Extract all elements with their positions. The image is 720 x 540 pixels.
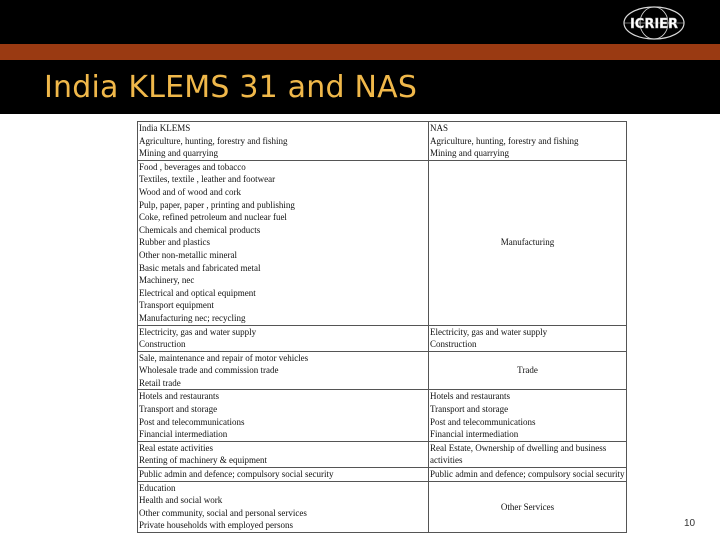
cell-line: Education: [139, 482, 176, 493]
cell-line: Pulp, paper, paper , printing and publishing: [139, 199, 295, 210]
nas-cell: [429, 468, 627, 482]
cell-line: Public admin and defence; compulsory social security: [139, 469, 334, 480]
cell-line: Retail trade: [139, 377, 181, 388]
cell-line: Manufacturing nec; recycling: [139, 312, 246, 323]
nas-cell: [429, 481, 627, 532]
klems-cell: [138, 122, 429, 161]
cell-line: Electrical and optical equipment: [139, 287, 256, 298]
cell-line: Post and telecommunications: [139, 416, 245, 427]
cell-line: Mining and quarrying: [139, 148, 218, 159]
cell-line: Construction: [430, 339, 477, 350]
cell-line: Other non-metallic mineral: [139, 249, 237, 260]
cell-line: Transport and storage: [139, 404, 218, 415]
cell-line: Electricity, gas and water supply: [139, 326, 257, 337]
cell-line: Financial intermediation: [139, 429, 228, 440]
cell-line: Textiles, textile , leather and footwear: [139, 174, 276, 185]
accent-band: [0, 44, 720, 60]
cell-line: Other Services: [500, 501, 555, 512]
cell-line: Machinery, nec: [139, 275, 195, 286]
cell-line: Renting of machinery & equipment: [139, 455, 267, 466]
slide-number: 10: [684, 518, 696, 529]
cell-line: Agriculture, hunting, forestry and fishing: [430, 135, 579, 146]
cell-line: Other community, social and personal services: [139, 507, 307, 518]
table-row: [138, 390, 627, 441]
cell-line: Post and telecommunications: [430, 416, 536, 427]
cell-line: Health and social work: [139, 495, 223, 506]
cell-line: Mining and quarrying: [430, 148, 509, 159]
cell-line: Sale, maintenance and repair of motor vehicles: [139, 352, 309, 363]
cell-line: Electricity, gas and water supply: [430, 326, 548, 337]
cell-text: Public admin and defence; compulsory social security: [430, 469, 625, 480]
cell-line: Food , beverages and tobacco: [139, 161, 246, 172]
table-row: [138, 122, 627, 161]
klems-cell: [138, 160, 429, 325]
cell-text: Real Estate, Ownership of dwelling and business activities: [430, 442, 607, 466]
table-header-nas: NAS: [430, 123, 449, 133]
table-row: [138, 481, 627, 532]
klems-cell: [138, 390, 429, 441]
slide-title: India KLEMS 31 and NAS: [44, 70, 418, 105]
cell-line: Transport and storage: [430, 404, 509, 415]
klems-cell: [138, 441, 429, 467]
klems-cell: [138, 468, 429, 482]
nas-cell: [429, 325, 627, 351]
cell-line: Agriculture, hunting, forestry and fishing: [139, 135, 288, 146]
cell-line: Construction: [139, 339, 186, 350]
klems-cell: [138, 481, 429, 532]
table-row: [138, 468, 627, 482]
cell-line: Financial intermediation: [430, 429, 519, 440]
nas-cell: [429, 122, 627, 161]
cell-line: Wood and of wood and cork: [139, 186, 242, 197]
table-header-klems: India KLEMS: [139, 123, 191, 133]
table-row: [138, 160, 627, 325]
nas-cell: [429, 390, 627, 441]
icrier-logo: [616, 4, 692, 42]
nas-cell: [429, 351, 627, 390]
top-black-bar: [0, 0, 720, 44]
comparison-table: [137, 121, 627, 533]
cell-line: Chemicals and chemical products: [139, 224, 261, 235]
cell-line: Rubber and plastics: [139, 237, 210, 248]
cell-line: Transport equipment: [139, 300, 214, 311]
nas-cell: [429, 160, 627, 325]
table-row: [138, 325, 627, 351]
cell-line: Private households with employed persons: [139, 520, 293, 531]
cell-line: Wholesale trade and commission trade: [139, 365, 279, 376]
klems-cell: [138, 351, 429, 390]
cell-line: Basic metals and fabricated metal: [139, 262, 261, 273]
cell-line: Real estate activities: [139, 442, 213, 453]
table-row: [138, 441, 627, 467]
cell-line: Hotels and restaurants: [430, 391, 510, 402]
cell-line: Trade: [517, 365, 538, 376]
cell-line: Hotels and restaurants: [139, 391, 219, 402]
klems-cell: [138, 325, 429, 351]
nas-cell: [429, 441, 627, 467]
cell-line: Manufacturing: [500, 237, 555, 248]
cell-line: Coke, refined petroleum and nuclear fuel: [139, 212, 287, 223]
svg-text:ICRIER: ICRIER: [629, 17, 679, 32]
table-row: [138, 351, 627, 390]
